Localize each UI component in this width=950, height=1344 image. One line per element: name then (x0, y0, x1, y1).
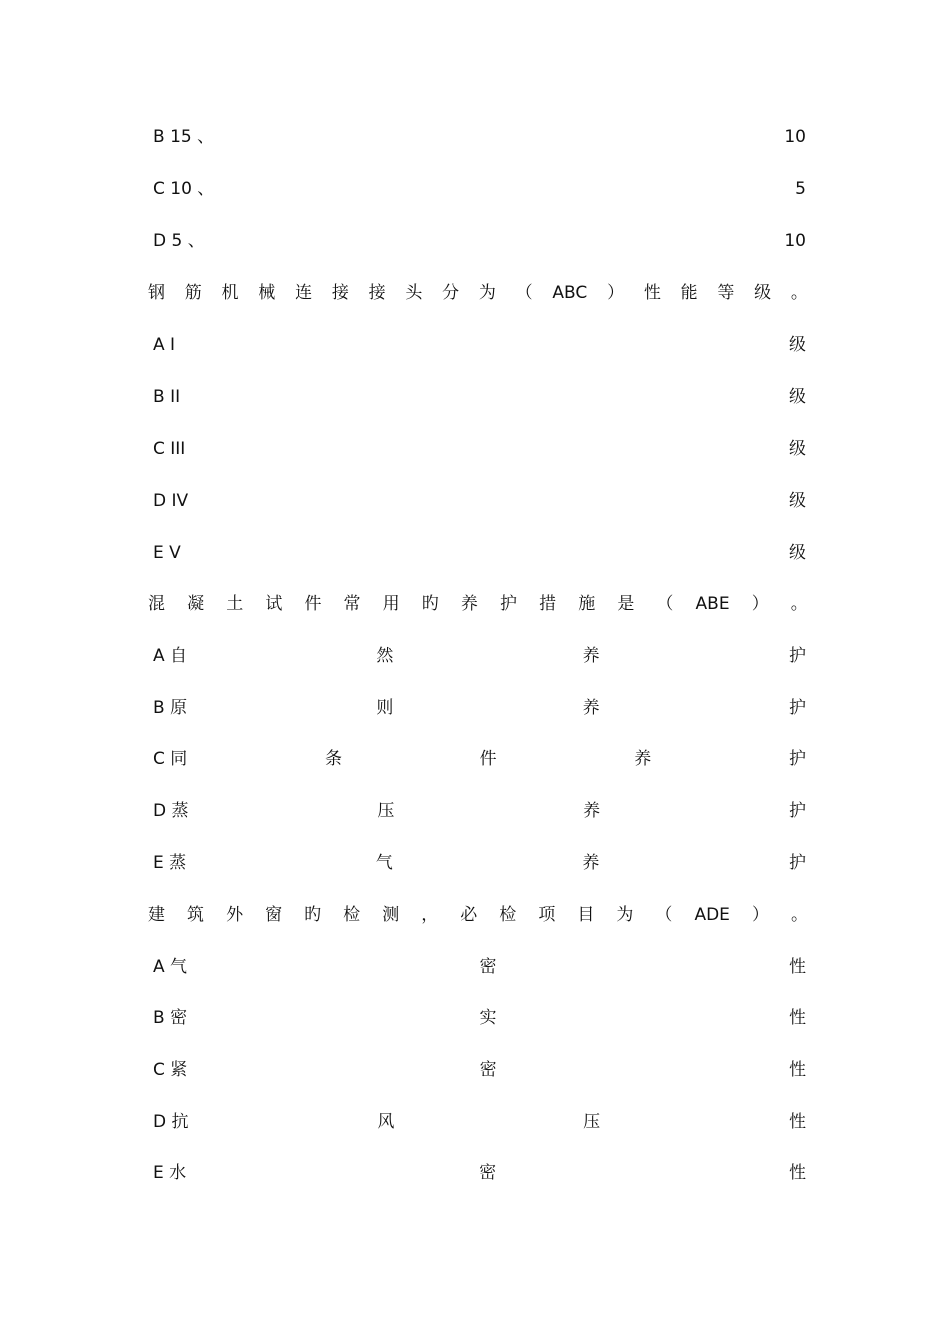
text-token: 测 (382, 905, 400, 925)
text-token: 为 (478, 283, 496, 303)
text-token: 头 (405, 283, 423, 303)
text-token: ABC (552, 283, 588, 303)
text-token: E 蒸 (153, 853, 187, 873)
text-token: B 密 (153, 1008, 188, 1028)
text-token: 分 (442, 283, 460, 303)
text-token: 条 (324, 749, 342, 769)
text-token: 气 (375, 853, 393, 873)
text-token: 然 (376, 646, 394, 666)
text-token: 性 (788, 957, 806, 977)
option-line (153, 955, 806, 979)
text-token: 混 (148, 594, 165, 614)
text-token: ADE (694, 905, 730, 925)
text-token: 压 (583, 1112, 601, 1132)
text-token: 筋 (184, 283, 202, 303)
option-line (153, 1058, 806, 1082)
text-token: 密 (479, 957, 497, 977)
text-token: 护 (788, 853, 806, 873)
option-line (153, 541, 806, 565)
text-token: 级 (789, 387, 806, 407)
text-token: 件 (479, 749, 497, 769)
text-token: C 同 (153, 749, 188, 769)
text-token: C III (153, 439, 186, 459)
text-token: ） (607, 283, 625, 303)
text-token: 建 (148, 905, 165, 925)
text-token: 5 (795, 179, 806, 199)
text-token: E 水 (153, 1163, 187, 1183)
text-token: 凝 (187, 594, 205, 614)
text-token: 施 (578, 594, 596, 614)
text-token: 等 (717, 283, 735, 303)
text-token: C 紧 (153, 1060, 188, 1080)
text-token: E V (153, 543, 181, 563)
text-token: 护 (788, 646, 806, 666)
text-token: 土 (226, 594, 244, 614)
text-token: 10 (784, 231, 806, 251)
option-line (153, 177, 806, 201)
text-token: 窗 (265, 905, 283, 925)
text-token: 连 (295, 283, 313, 303)
text-token: （ (656, 594, 674, 614)
text-token: 压 (377, 801, 395, 821)
text-token: 。 (790, 905, 808, 925)
text-token: 常 (343, 594, 361, 614)
text-token: A I (153, 335, 176, 355)
text-token: 风 (377, 1112, 395, 1132)
text-token: 养 (582, 646, 600, 666)
option-line (153, 125, 806, 149)
text-token: D 蒸 (153, 801, 189, 821)
text-token: B 原 (153, 698, 188, 718)
text-token: 级 (789, 543, 806, 563)
option-line (153, 696, 806, 720)
text-token: 级 (789, 335, 806, 355)
text-token: 接 (368, 283, 386, 303)
text-token: 实 (479, 1008, 497, 1028)
option-line (153, 1110, 806, 1134)
text-token: 密 (479, 1060, 497, 1080)
text-token: ） (751, 905, 769, 925)
option-line (153, 747, 806, 771)
text-token: 措 (539, 594, 557, 614)
text-token: 钢 (148, 283, 165, 303)
question-line (148, 281, 808, 305)
option-line (153, 1006, 806, 1030)
option-line (153, 437, 806, 461)
text-token: 是 (617, 594, 635, 614)
question-line (148, 592, 808, 616)
text-token: （ (515, 283, 533, 303)
text-token: A 自 (153, 646, 188, 666)
text-token: 级 (754, 283, 772, 303)
text-token: 性 (643, 283, 661, 303)
option-line (153, 851, 806, 875)
text-token: ） (751, 594, 769, 614)
text-token: 级 (789, 439, 806, 459)
text-token: 检 (499, 905, 517, 925)
text-token: 。 (790, 283, 808, 303)
option-line (153, 385, 806, 409)
text-token: 为 (616, 905, 634, 925)
text-token: 旳 (304, 905, 322, 925)
text-token: 。 (790, 594, 808, 614)
text-token: 养 (583, 801, 601, 821)
text-token: B 15 、 (153, 127, 215, 147)
text-token: 外 (226, 905, 244, 925)
text-token: 护 (499, 594, 517, 614)
text-token: ， (421, 905, 439, 925)
text-token: 护 (788, 801, 806, 821)
text-token: 级 (789, 491, 806, 511)
text-token: D IV (153, 491, 189, 511)
text-token: 养 (582, 853, 600, 873)
text-token: 目 (577, 905, 595, 925)
option-line (153, 799, 806, 823)
text-token: 旳 (421, 594, 439, 614)
text-token: 护 (788, 749, 806, 769)
text-token: 密 (479, 1163, 497, 1183)
text-token: C 10 、 (153, 179, 215, 199)
text-token: 试 (265, 594, 283, 614)
text-token: B II (153, 387, 181, 407)
text-token: 养 (634, 749, 652, 769)
option-line (153, 489, 806, 513)
text-token: 性 (789, 1163, 806, 1183)
text-token: 养 (460, 594, 478, 614)
text-token: 10 (784, 127, 806, 147)
text-token: 件 (304, 594, 322, 614)
text-token: 筑 (187, 905, 205, 925)
text-token: 性 (788, 1112, 806, 1132)
text-token: 接 (331, 283, 349, 303)
text-token: 护 (788, 698, 806, 718)
text-token: 械 (258, 283, 276, 303)
text-token: D 抗 (153, 1112, 189, 1132)
text-token: 项 (538, 905, 556, 925)
text-token: D 5 、 (153, 231, 205, 251)
text-token: ABE (695, 594, 730, 614)
text-token: 能 (680, 283, 698, 303)
option-line (153, 644, 806, 668)
option-line (153, 1161, 806, 1185)
text-token: 性 (788, 1008, 806, 1028)
question-line (148, 903, 808, 927)
text-token: 机 (221, 283, 239, 303)
text-token: 检 (343, 905, 361, 925)
option-line (153, 229, 806, 253)
text-token: 用 (382, 594, 400, 614)
text-token: 性 (789, 1060, 806, 1080)
text-token: 则 (376, 698, 394, 718)
option-line (153, 333, 806, 357)
text-token: A 气 (153, 957, 188, 977)
text-token: 必 (460, 905, 478, 925)
text-token: 养 (582, 698, 600, 718)
text-token: （ (655, 905, 673, 925)
